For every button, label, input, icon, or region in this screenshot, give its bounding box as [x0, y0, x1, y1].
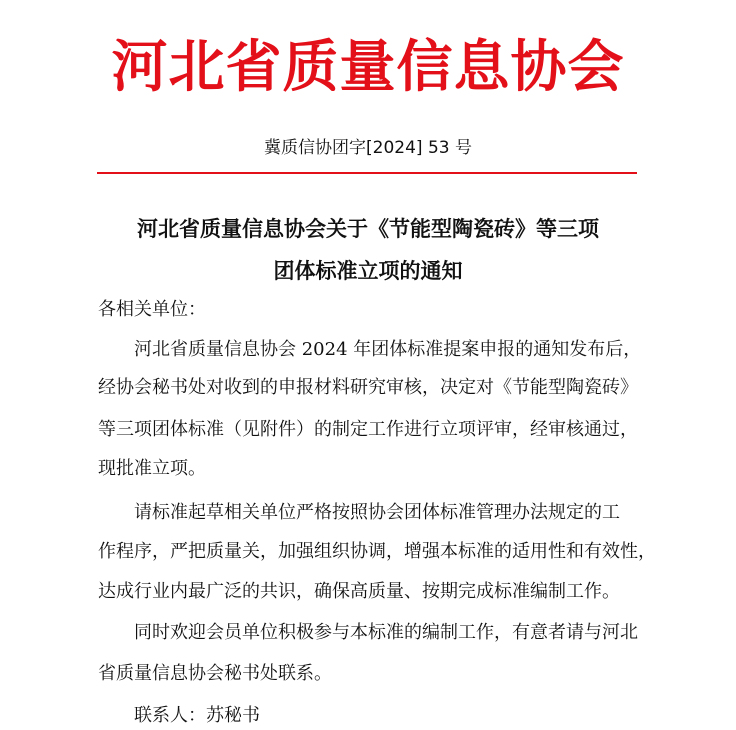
- paragraph-1-line-3: 等三项团体标准（见附件）的制定工作进行立项评审，经审核通过，: [98, 419, 638, 440]
- salutation: 各相关单位：: [98, 299, 206, 320]
- paragraph-3-line-2: 省质量信息协会秘书处联系。: [98, 663, 332, 684]
- paragraph-1-line-2: 经协会秘书处对收到的申报材料研究审核，决定对《节能型陶瓷砖》: [98, 377, 638, 398]
- red-divider: [97, 172, 637, 174]
- contact-line: 联系人：苏秘书: [134, 705, 260, 726]
- paragraph-1-line-1: 河北省质量信息协会 2024 年团体标准提案申报的通知发布后，: [134, 339, 642, 360]
- paragraph-2-line-3: 达成行业内最广泛的共识，确保高质量、按期完成标准编制工作。: [98, 581, 620, 602]
- paragraph-2-line-1: 请标准起草相关单位严格按照协会团体标准管理办法规定的工: [134, 502, 620, 523]
- paragraph-2-line-2: 作程序，严把质量关，加强组织协调，增强本标准的适用性和有效性，: [98, 541, 656, 562]
- notice-title-line-2: 团体标准立项的通知: [273, 259, 463, 283]
- doc-number: 冀质信协团字[2024] 53 号: [264, 138, 472, 158]
- org-header: 河北省质量信息协会: [111, 34, 625, 100]
- paragraph-3-line-1: 同时欢迎会员单位积极参与本标准的编制工作，有意者请与河北: [134, 622, 638, 643]
- notice-title-line-1: 河北省质量信息协会关于《节能型陶瓷砖》等三项: [137, 217, 599, 241]
- paragraph-1-line-4: 现批准立项。: [98, 458, 206, 479]
